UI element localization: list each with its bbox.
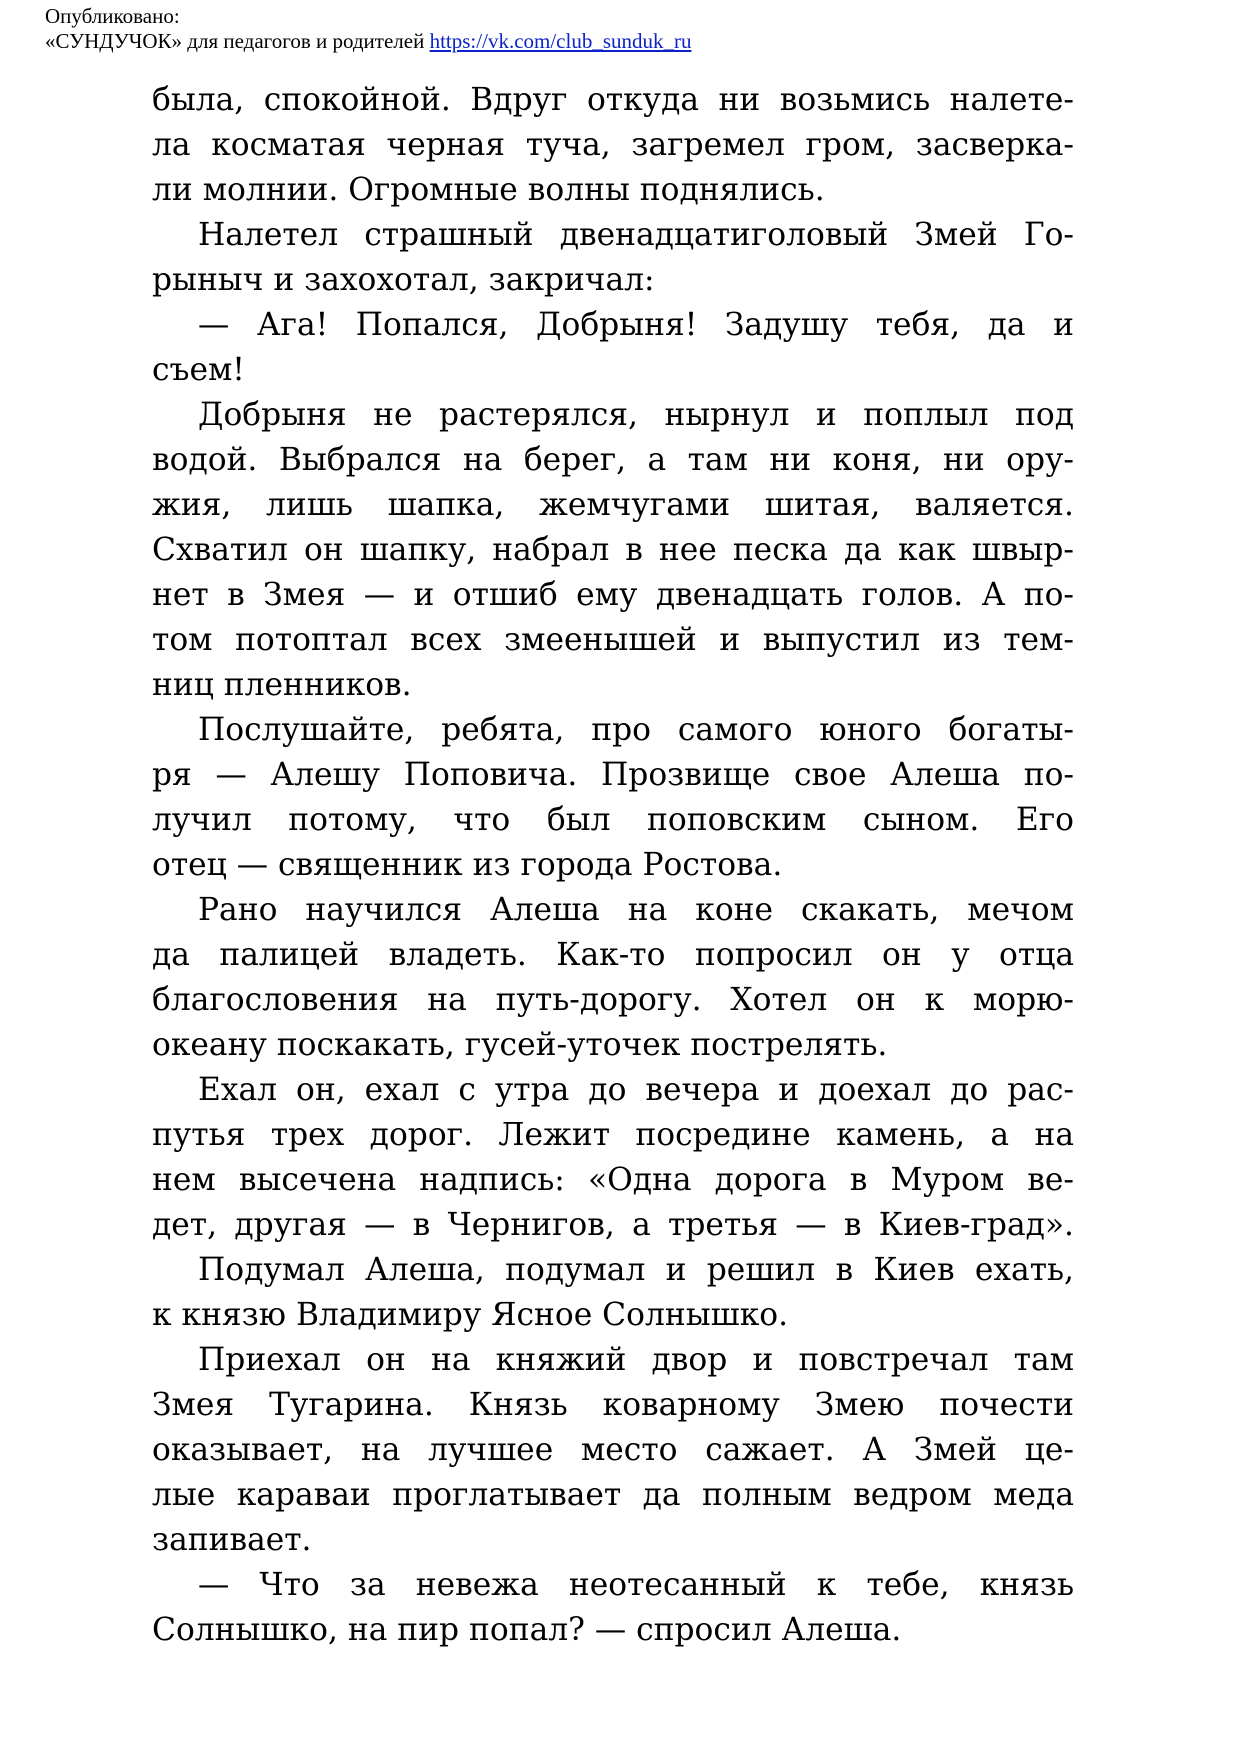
text-line: нем высечена надпись: «Одна дорога в Муром ве- bbox=[152, 1162, 1074, 1198]
publication-header bbox=[45, 4, 692, 54]
text-line: Схватил он шапку, набрал в нее песка да как швыр- bbox=[152, 532, 1074, 568]
text-line: ниц пленников. bbox=[152, 667, 412, 703]
text-line: Ехал он, ехал с утра до вечера и доехал до рас- bbox=[198, 1072, 1074, 1108]
text-line: была, спокойной. Вдруг откуда ни возьмись налете- bbox=[152, 82, 1074, 118]
text-line: Солнышко, на пир попал? — спросил Алеша. bbox=[152, 1612, 902, 1648]
text-line: рыныч и захохотал, закричал: bbox=[152, 262, 655, 298]
source-line bbox=[45, 29, 692, 54]
text-line: Рано научился Алеша на коне скакать, мечом bbox=[198, 892, 1074, 928]
text-line: благословения на путь-дорогу. Хотел он к морю- bbox=[152, 982, 1074, 1018]
story-text bbox=[152, 78, 1074, 1653]
text-line: съем! bbox=[152, 352, 245, 388]
source-link[interactable]: https://vk.com/club_sunduk_ru bbox=[429, 29, 692, 53]
text-line: Приехал он на княжий двор и повстречал там bbox=[198, 1342, 1074, 1378]
source-name: «СУНДУЧОК» для педагогов и родителей bbox=[45, 29, 425, 53]
text-line: да палицей владеть. Как-то попросил он у отца bbox=[152, 937, 1074, 973]
text-line: к князю Владимиру Ясное Солнышко. bbox=[152, 1297, 789, 1333]
text-line: нет в Змея — и отшиб ему двенадцать голов. А по- bbox=[152, 577, 1074, 613]
text-line: том потоптал всех змеенышей и выпустил из тем- bbox=[152, 622, 1074, 658]
text-line: — Ага! Попался, Добрыня! Задушу тебя, да и bbox=[198, 307, 1074, 343]
published-label: Опубликовано: bbox=[45, 4, 180, 28]
text-line: отец — священник из города Ростова. bbox=[152, 847, 783, 883]
text-line: океану поскакать, гусей-уточек пострелять. bbox=[152, 1027, 888, 1063]
text-line: жия, лишь шапка, жемчугами шитая, валяется. bbox=[152, 487, 1074, 523]
text-line: водой. Выбрался на берег, а там ни коня, ни ору- bbox=[152, 442, 1074, 478]
text-line: ря — Алешу Поповича. Прозвище свое Алеша по- bbox=[152, 757, 1074, 793]
text-line: оказывает, на лучшее место сажает. А Змей це- bbox=[152, 1432, 1074, 1468]
text-line: лучил потому, что был поповским сыном. Его bbox=[152, 802, 1074, 838]
text-line: запивает. bbox=[152, 1522, 312, 1558]
text-line: Подумал Алеша, подумал и решил в Киев ехать, bbox=[198, 1252, 1074, 1288]
text-line: — Что за невежа неотесанный к тебе, князь bbox=[198, 1567, 1074, 1603]
text-line: Послушайте, ребята, про самого юного богаты- bbox=[198, 712, 1074, 748]
text-line: дет, другая — в Чернигов, а третья — в Киев-град». bbox=[152, 1207, 1074, 1243]
text-line: ла косматая черная туча, загремел гром, засверка- bbox=[152, 127, 1074, 163]
text-line: Змея Тугарина. Князь коварному Змею почести bbox=[152, 1387, 1074, 1423]
text-line: Налетел страшный двенадцатиголовый Змей Го- bbox=[198, 217, 1074, 253]
text-line: лые караваи проглатывает да полным ведром меда bbox=[152, 1477, 1074, 1513]
text-line: Добрыня не растерялся, нырнул и поплыл под bbox=[198, 397, 1074, 433]
text-line: ли молнии. Огромные волны поднялись. bbox=[152, 172, 825, 208]
text-line: путья трех дорог. Лежит посредине камень, а на bbox=[152, 1117, 1074, 1153]
